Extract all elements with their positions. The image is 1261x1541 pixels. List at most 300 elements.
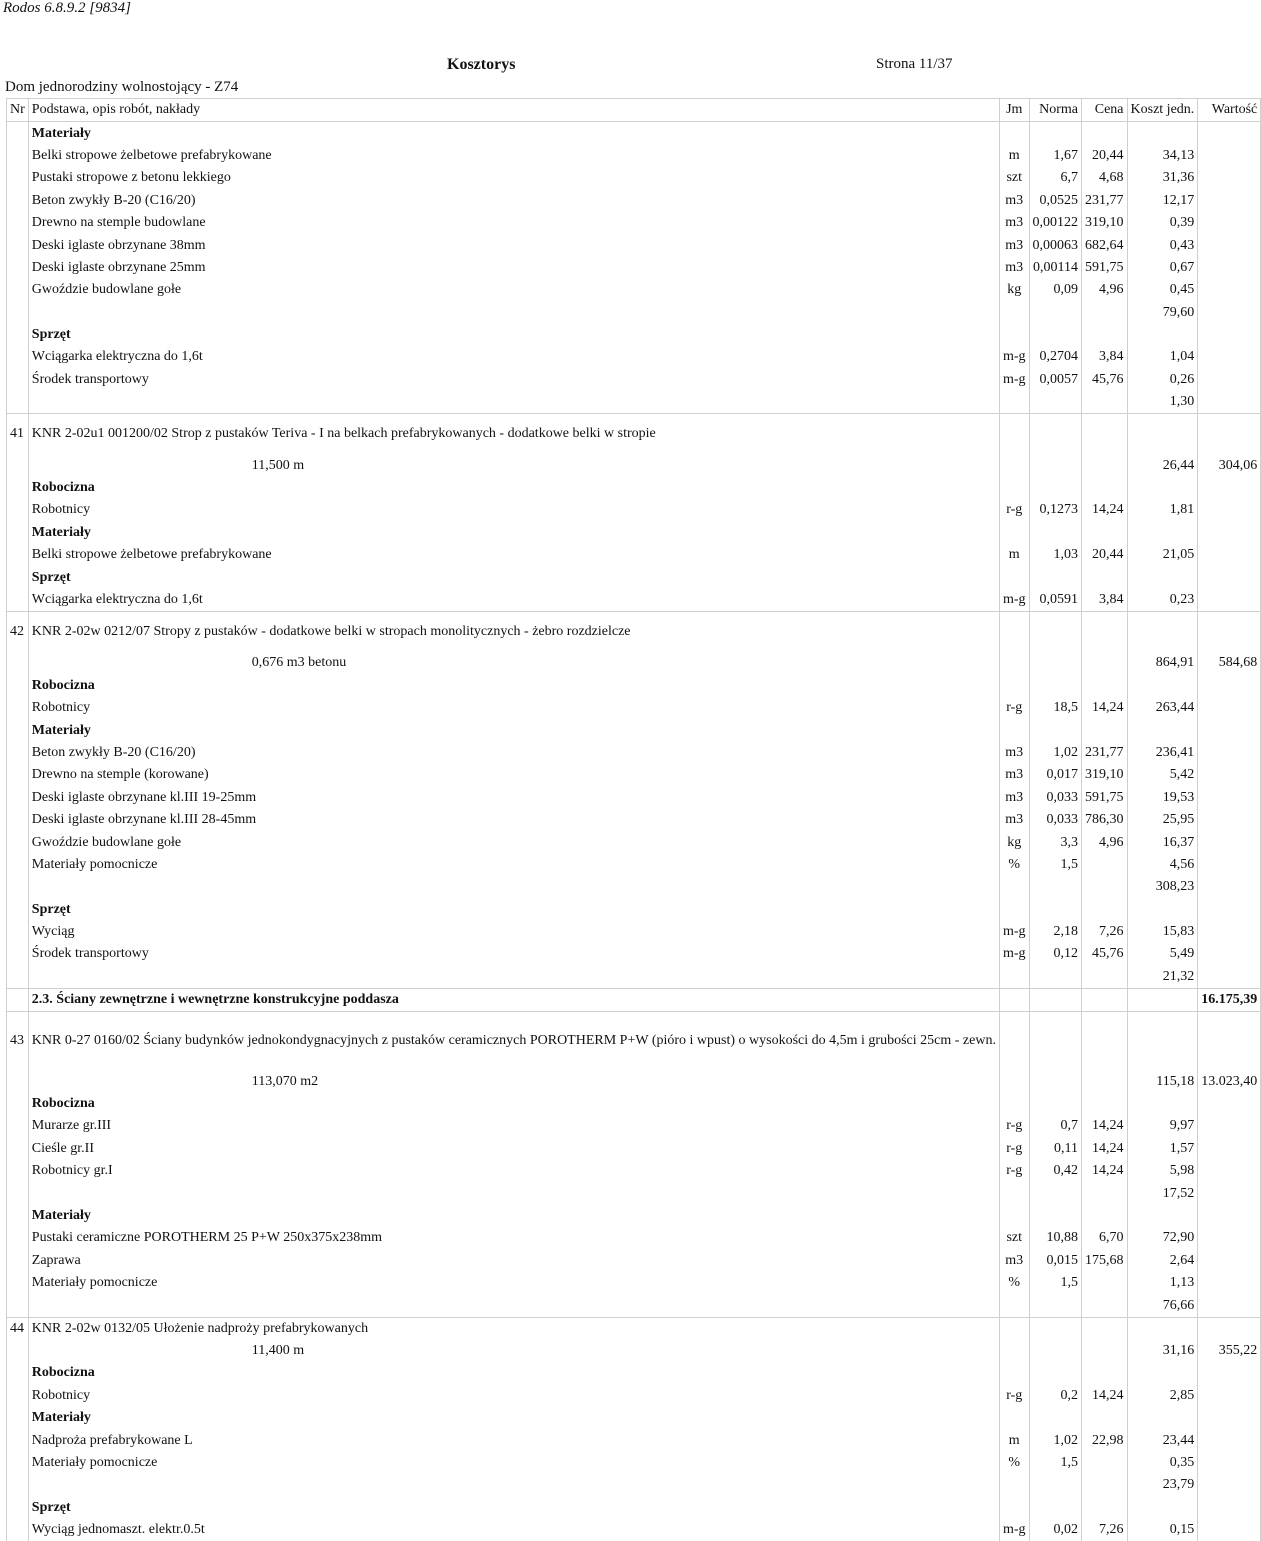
value-cell [1198, 257, 1261, 279]
price-cell [1082, 477, 1128, 499]
price-cell [1082, 324, 1128, 346]
value-cell [1198, 1452, 1261, 1474]
resource-row [7, 764, 1261, 786]
nr-cell [7, 477, 29, 499]
value-cell [1198, 477, 1261, 499]
resource-group-row [7, 477, 1261, 499]
resource-description: Robotnicy [28, 697, 999, 719]
nr-cell [7, 324, 29, 346]
unit-cell [999, 122, 1029, 145]
quantity-text: 11,500 m [251, 457, 305, 473]
col-nr: Nr [7, 99, 29, 122]
resource-unit-cost: 19,53 [1127, 787, 1198, 809]
value-cell [1198, 1429, 1261, 1451]
group-label: Sprzęt [28, 566, 999, 588]
nr-cell [7, 589, 29, 612]
nr-cell [7, 391, 29, 414]
resource-row [7, 369, 1261, 391]
value-cell [1198, 1227, 1261, 1249]
norm-cell [1029, 675, 1082, 697]
position-quantity-row [7, 652, 1261, 674]
resource-row [7, 787, 1261, 809]
nr-cell [7, 921, 29, 943]
resource-price: 14,24 [1082, 1385, 1128, 1407]
norm-cell [1029, 1182, 1082, 1204]
unit-cost-cell [1127, 477, 1198, 499]
resource-norm: 1,5 [1029, 1272, 1082, 1294]
norm-cell [1029, 1340, 1082, 1362]
value-cell [1198, 190, 1261, 212]
value-cell [1198, 234, 1261, 256]
resource-row [7, 279, 1261, 301]
resource-norm: 0,02 [1029, 1519, 1082, 1541]
group-label: Materiały [28, 122, 999, 145]
resource-norm: 6,7 [1029, 167, 1082, 189]
app-version: Rodos 6.8.9.2 [9834] [3, 0, 131, 16]
price-cell [1082, 1205, 1128, 1227]
value-cell [1198, 279, 1261, 301]
norm-cell [1029, 522, 1082, 544]
value-cell [1198, 876, 1261, 898]
position-row [7, 1012, 1261, 1071]
value-cell [1198, 1407, 1261, 1429]
resource-norm: 1,02 [1029, 1429, 1082, 1451]
resource-row [7, 809, 1261, 831]
resource-group-row [7, 1407, 1261, 1429]
resource-unit: szt [999, 1227, 1029, 1249]
subtotal-row [7, 1182, 1261, 1204]
norm-cell [1029, 122, 1082, 145]
unit-cell [999, 1093, 1029, 1115]
nr-cell [7, 1407, 29, 1429]
nr-cell [7, 1138, 29, 1160]
unit-cell [999, 1182, 1029, 1204]
resource-row [7, 1519, 1261, 1541]
nr-cell [7, 1452, 29, 1474]
price-cell [1082, 612, 1128, 653]
resource-norm: 1,02 [1029, 742, 1082, 764]
resource-description: Wciągarka elektryczna do 1,6t [28, 346, 999, 368]
subtotal-value: 17,52 [1127, 1182, 1198, 1204]
price-cell [1082, 302, 1128, 324]
price-cell [1082, 566, 1128, 588]
unit-cost-cell [1127, 675, 1198, 697]
resource-group-row [7, 324, 1261, 346]
price-cell [1082, 876, 1128, 898]
resource-unit: r-g [999, 697, 1029, 719]
resource-description: Drewno na stemple budowlane [28, 212, 999, 234]
resource-description: Środek transportowy [28, 369, 999, 391]
value-cell [1198, 966, 1261, 989]
resource-unit-cost: 0,67 [1127, 257, 1198, 279]
resource-price: 45,76 [1082, 369, 1128, 391]
nr-cell [7, 1070, 29, 1092]
resource-norm: 0,2704 [1029, 346, 1082, 368]
value-cell [1198, 921, 1261, 943]
subtotal-row [7, 876, 1261, 898]
subtotal-value: 21,32 [1127, 966, 1198, 989]
nr-cell [7, 1385, 29, 1407]
unit-cost-cell [1127, 566, 1198, 588]
group-label: Materiały [28, 719, 999, 741]
resource-description: Wyciąg jednomaszt. elektr.0.5t [28, 1519, 999, 1541]
group-label: Materiały [28, 1407, 999, 1429]
resource-norm: 0,00063 [1029, 234, 1082, 256]
resource-unit: m3 [999, 234, 1029, 256]
unit-cell [999, 1474, 1029, 1496]
resource-norm: 3,3 [1029, 831, 1082, 853]
price-cell [1082, 989, 1128, 1012]
nr-cell [7, 566, 29, 588]
resource-unit-cost: 9,97 [1127, 1115, 1198, 1137]
resource-unit: m3 [999, 742, 1029, 764]
resource-unit-cost: 2,85 [1127, 1385, 1198, 1407]
resource-description: Gwoździe budowlane gołe [28, 279, 999, 301]
resource-unit-cost: 5,98 [1127, 1160, 1198, 1182]
norm-cell [1029, 899, 1082, 921]
subtotal-row [7, 302, 1261, 324]
nr-cell [7, 1519, 29, 1541]
resource-description: Deski iglaste obrzynane 38mm [28, 234, 999, 256]
nr-cell [7, 1340, 29, 1362]
resource-price: 319,10 [1082, 212, 1128, 234]
nr-cell [7, 809, 29, 831]
resource-row [7, 1138, 1261, 1160]
position-unit-cost: 31,16 [1127, 1340, 1198, 1362]
position-row [7, 612, 1261, 653]
col-description: Podstawa, opis robót, nakłady [28, 99, 999, 122]
value-cell [1198, 589, 1261, 612]
unit-cell [999, 876, 1029, 898]
resource-norm: 0,033 [1029, 787, 1082, 809]
nr-cell [7, 212, 29, 234]
unit-cell [999, 899, 1029, 921]
resource-norm: 0,1273 [1029, 499, 1082, 521]
unit-cell [999, 719, 1029, 741]
resource-group-row [7, 522, 1261, 544]
unit-cell [999, 675, 1029, 697]
subtotal-row [7, 966, 1261, 989]
nr-cell [7, 966, 29, 989]
group-label: Robocizna [28, 477, 999, 499]
resource-row [7, 1452, 1261, 1474]
resource-price: 231,77 [1082, 190, 1128, 212]
position-number: 42 [7, 612, 29, 653]
position-unit-cost: 26,44 [1127, 454, 1198, 476]
resource-description: Robotnicy [28, 499, 999, 521]
resource-norm: 0,42 [1029, 1160, 1082, 1182]
resource-price: 14,24 [1082, 1160, 1128, 1182]
resource-norm: 0,017 [1029, 764, 1082, 786]
value-cell [1198, 1182, 1261, 1204]
unit-cost-cell [1127, 612, 1198, 653]
resource-price: 786,30 [1082, 809, 1128, 831]
norm-cell [1029, 876, 1082, 898]
price-cell [1082, 719, 1128, 741]
resource-description: Robotnicy gr.I [28, 1160, 999, 1182]
resource-description: Robotnicy [28, 1385, 999, 1407]
value-cell [1198, 1093, 1261, 1115]
quantity-text: 113,070 m2 [251, 1073, 319, 1089]
unit-cell [999, 1340, 1029, 1362]
unit-cost-cell [1127, 1362, 1198, 1384]
quantity-text: 11,400 m [251, 1342, 305, 1358]
unit-cost-cell [1127, 122, 1198, 145]
resource-price: 175,68 [1082, 1250, 1128, 1272]
resource-group-row [7, 1496, 1261, 1518]
resource-description: Cieśle gr.II [28, 1138, 999, 1160]
norm-cell [1029, 1093, 1082, 1115]
resource-description: Deski iglaste obrzynane kl.III 28-45mm [28, 809, 999, 831]
resource-price: 14,24 [1082, 1138, 1128, 1160]
value-cell [1198, 522, 1261, 544]
nr-cell [7, 831, 29, 853]
value-cell [1198, 899, 1261, 921]
resource-row [7, 943, 1261, 965]
resource-price: 14,24 [1082, 499, 1128, 521]
position-number: 41 [7, 414, 29, 455]
unit-cost-cell [1127, 1317, 1198, 1340]
resource-description: Wciągarka elektryczna do 1,6t [28, 589, 999, 612]
resource-unit: m-g [999, 369, 1029, 391]
position-quantity-row [7, 1340, 1261, 1362]
value-cell [1198, 612, 1261, 653]
resource-group-row [7, 566, 1261, 588]
resource-unit: r-g [999, 1138, 1029, 1160]
resource-row [7, 921, 1261, 943]
nr-cell [7, 257, 29, 279]
resource-unit-cost: 15,83 [1127, 921, 1198, 943]
resource-description: Nadproża prefabrykowane L [28, 1429, 999, 1451]
resource-unit-cost: 1,81 [1127, 499, 1198, 521]
nr-cell [7, 346, 29, 368]
norm-cell [1029, 1070, 1082, 1092]
table-body [7, 122, 1261, 1541]
nr-cell [7, 1093, 29, 1115]
unit-cost-cell [1127, 1093, 1198, 1115]
price-cell [1082, 966, 1128, 989]
nr-cell [7, 1205, 29, 1227]
resource-description: Materiały pomocnicze [28, 854, 999, 876]
resource-row [7, 346, 1261, 368]
description-cell [28, 1294, 999, 1317]
resource-price: 6,70 [1082, 1227, 1128, 1249]
col-value: Wartość [1198, 99, 1261, 122]
resource-price: 682,64 [1082, 234, 1128, 256]
resource-price: 4,96 [1082, 831, 1128, 853]
value-cell [1198, 742, 1261, 764]
unit-cost-cell [1127, 1407, 1198, 1429]
group-label: Materiały [28, 522, 999, 544]
unit-cell [999, 1205, 1029, 1227]
price-cell [1082, 652, 1128, 674]
resource-unit: m3 [999, 190, 1029, 212]
unit-cost-cell [1127, 719, 1198, 741]
resource-group-row [7, 122, 1261, 145]
unit-cell [999, 966, 1029, 989]
resource-row [7, 1429, 1261, 1451]
nr-cell [7, 1429, 29, 1451]
position-unit-cost: 864,91 [1127, 652, 1198, 674]
resource-unit-cost: 236,41 [1127, 742, 1198, 764]
value-cell [1198, 719, 1261, 741]
unit-cell [999, 302, 1029, 324]
position-quantity [28, 1070, 999, 1092]
resource-price: 22,98 [1082, 1429, 1128, 1451]
resource-unit-cost: 72,90 [1127, 1227, 1198, 1249]
norm-cell [1029, 612, 1082, 653]
resource-row [7, 234, 1261, 256]
col-norm: Norma [1029, 99, 1082, 122]
value-cell [1198, 414, 1261, 455]
resource-unit-cost: 0,45 [1127, 279, 1198, 301]
resource-unit: m3 [999, 764, 1029, 786]
price-cell [1082, 1012, 1128, 1071]
resource-group-row [7, 1205, 1261, 1227]
nr-cell [7, 1362, 29, 1384]
value-cell [1198, 145, 1261, 167]
position-number: 44 [7, 1317, 29, 1340]
value-cell [1198, 697, 1261, 719]
resource-unit-cost: 0,15 [1127, 1519, 1198, 1541]
value-cell [1198, 391, 1261, 414]
resource-norm: 0,7 [1029, 1115, 1082, 1137]
value-cell [1198, 854, 1261, 876]
resource-unit: m-g [999, 346, 1029, 368]
resource-group-row [7, 1093, 1261, 1115]
norm-cell [1029, 414, 1082, 455]
resource-row [7, 1385, 1261, 1407]
resource-row [7, 544, 1261, 566]
unit-cost-cell [1127, 899, 1198, 921]
nr-cell [7, 876, 29, 898]
subtotal-row [7, 1294, 1261, 1317]
nr-cell [7, 145, 29, 167]
norm-cell [1029, 989, 1082, 1012]
norm-cell [1029, 1012, 1082, 1071]
resource-unit-cost: 4,56 [1127, 854, 1198, 876]
resource-unit: m [999, 544, 1029, 566]
nr-cell [7, 787, 29, 809]
resource-unit: m3 [999, 787, 1029, 809]
resource-unit: % [999, 854, 1029, 876]
value-cell [1198, 1250, 1261, 1272]
resource-row [7, 1250, 1261, 1272]
resource-row [7, 742, 1261, 764]
resource-unit-cost: 2,64 [1127, 1250, 1198, 1272]
subtotal-row [7, 1474, 1261, 1496]
value-cell [1198, 1519, 1261, 1541]
norm-cell [1029, 302, 1082, 324]
position-number: 43 [7, 1012, 29, 1071]
col-unit-cost: Koszt jedn. [1127, 99, 1198, 122]
resource-price: 7,26 [1082, 1519, 1128, 1541]
norm-cell [1029, 1362, 1082, 1384]
position-value: 13.023,40 [1198, 1070, 1261, 1092]
resource-unit-cost: 16,37 [1127, 831, 1198, 853]
norm-cell [1029, 1294, 1082, 1317]
value-cell [1198, 764, 1261, 786]
nr-cell [7, 1474, 29, 1496]
resource-norm: 0,015 [1029, 1250, 1082, 1272]
resource-unit-cost: 25,95 [1127, 809, 1198, 831]
norm-cell [1029, 1496, 1082, 1518]
value-cell [1198, 1160, 1261, 1182]
quantity-text: 0,676 m3 betonu [251, 655, 347, 671]
resource-price: 20,44 [1082, 544, 1128, 566]
price-cell [1082, 454, 1128, 476]
resource-price: 4,68 [1082, 167, 1128, 189]
nr-cell [7, 454, 29, 476]
nr-cell [7, 989, 29, 1012]
norm-cell [1029, 1407, 1082, 1429]
subtotal-value: 76,66 [1127, 1294, 1198, 1317]
nr-cell [7, 544, 29, 566]
resource-price: 20,44 [1082, 145, 1128, 167]
value-cell [1198, 1385, 1261, 1407]
nr-cell [7, 742, 29, 764]
price-cell [1082, 391, 1128, 414]
nr-cell [7, 1227, 29, 1249]
resource-unit-cost: 0,39 [1127, 212, 1198, 234]
norm-cell [1029, 1474, 1082, 1496]
resource-price: 591,75 [1082, 787, 1128, 809]
resource-unit: % [999, 1452, 1029, 1474]
resource-description: Deski iglaste obrzynane kl.III 19-25mm [28, 787, 999, 809]
resource-unit: kg [999, 279, 1029, 301]
resource-unit-cost: 23,44 [1127, 1429, 1198, 1451]
resource-row [7, 1272, 1261, 1294]
resource-unit-cost: 263,44 [1127, 697, 1198, 719]
description-cell [28, 302, 999, 324]
nr-cell [7, 1294, 29, 1317]
resource-row [7, 257, 1261, 279]
nr-cell [7, 167, 29, 189]
nr-cell [7, 1496, 29, 1518]
resource-description: Wyciąg [28, 921, 999, 943]
resource-unit-cost: 21,05 [1127, 544, 1198, 566]
price-cell [1082, 1182, 1128, 1204]
unit-cost-cell [1127, 522, 1198, 544]
resource-description: Belki stropowe żelbetowe prefabrykowane [28, 145, 999, 167]
nr-cell [7, 697, 29, 719]
value-cell [1198, 346, 1261, 368]
resource-description: Drewno na stemple (korowane) [28, 764, 999, 786]
position-value: 304,06 [1198, 454, 1261, 476]
unit-cell [999, 1012, 1029, 1071]
resource-price: 591,75 [1082, 257, 1128, 279]
subtotal-value: 1,30 [1127, 391, 1198, 414]
value-cell [1198, 1294, 1261, 1317]
resource-group-row [7, 675, 1261, 697]
resource-norm: 1,67 [1029, 145, 1082, 167]
unit-cost-cell [1127, 989, 1198, 1012]
resource-unit-cost: 1,04 [1127, 346, 1198, 368]
norm-cell [1029, 719, 1082, 741]
project-name: Dom jednorodziny wolnostojący - Z74 [5, 79, 239, 95]
unit-cell [999, 989, 1029, 1012]
value-cell [1198, 675, 1261, 697]
value-cell [1198, 831, 1261, 853]
group-label: Materiały [28, 1205, 999, 1227]
resource-price [1082, 854, 1128, 876]
subtotal-row [7, 391, 1261, 414]
resource-unit-cost: 31,36 [1127, 167, 1198, 189]
position-row [7, 1317, 1261, 1340]
value-cell [1198, 943, 1261, 965]
position-value: 355,22 [1198, 1340, 1261, 1362]
value-cell [1198, 167, 1261, 189]
